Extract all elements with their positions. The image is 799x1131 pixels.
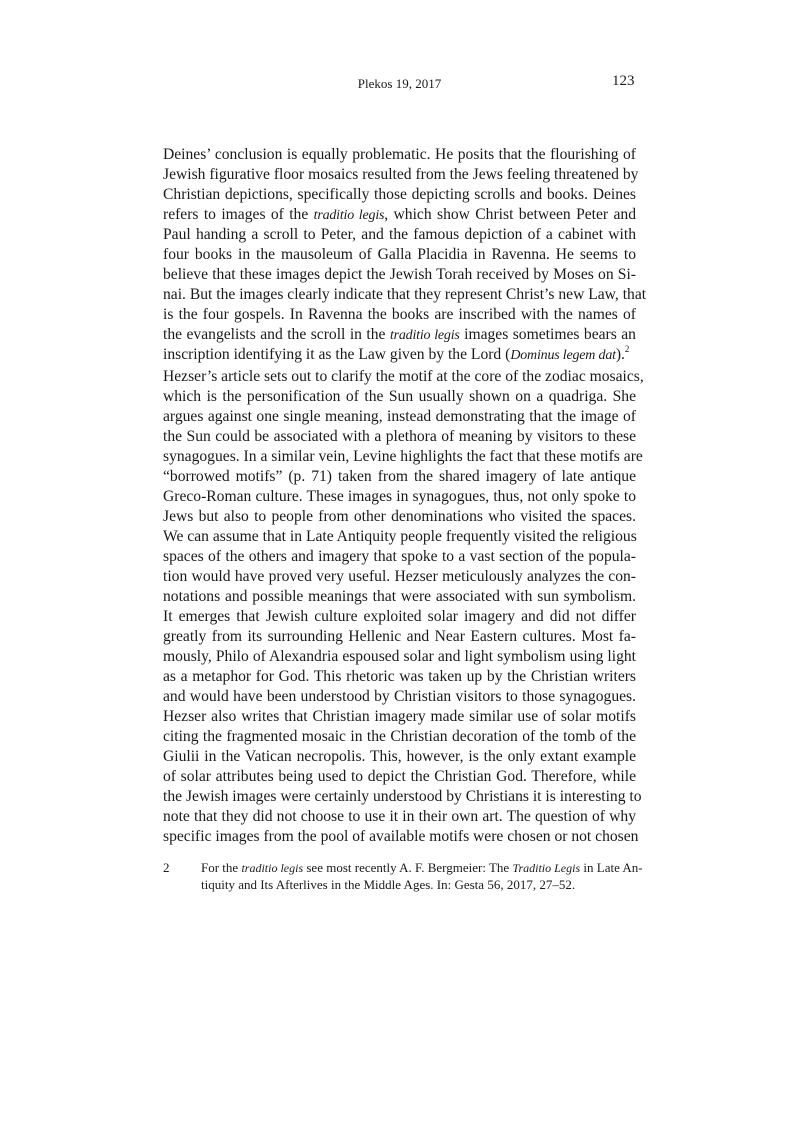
text-line	[163, 607, 636, 627]
text-line	[163, 245, 636, 265]
text-line	[163, 567, 636, 587]
text-run: Hezser’s article sets out to clarify the motif at the core of the zodiac mosaics,	[163, 368, 644, 385]
text-run: note that they did not choose to use it in their own art. The question of why	[163, 808, 636, 825]
footnote-text	[201, 859, 643, 893]
text-line	[163, 827, 639, 847]
text-run: nai. But the images clearly indicate that they represent Christ’s new Law, that	[163, 286, 647, 303]
text-run: Jews but also to people from other denominations who visited the spaces.	[163, 508, 636, 525]
text-run: the evangelists and the scroll in the	[163, 326, 390, 343]
italic-text: traditio legis	[313, 208, 385, 223]
text-line	[163, 205, 636, 225]
body-paragraph	[163, 145, 647, 365]
text-run: spaces of the others and imagery that spoke to a vast section of the popula-	[163, 548, 636, 565]
text-run: We can assume that in Late Antiquity people frequently visited the religious	[163, 528, 637, 545]
text-run: greatly from its surrounding Hellenic and Near Eastern cultures. Most fa-	[163, 628, 636, 645]
text-run: which is the personification of the Sun usually shown on a quadriga. She	[163, 388, 636, 405]
text-run: mously, Philo of Alexandria espoused solar and light symbolism using light	[163, 648, 636, 665]
text-line	[163, 747, 636, 767]
text-run: Jewish figurative floor mosaics resulted from the Jews feeling threatened by	[163, 166, 639, 183]
text-run: believe that these images depict the Jewish Torah received by Moses on Si-	[163, 266, 636, 283]
text-line	[163, 285, 647, 305]
text-line	[163, 527, 636, 547]
text-run: Hezser also writes that Christian imagery made similar use of solar motifs	[163, 708, 636, 725]
text-run: the Sun could be associated with a plethora of meaning by visitors to these	[163, 428, 636, 445]
text-line	[163, 427, 636, 447]
text-run: tiquity and Its Afterlives in the Middle Ages. In: Gesta 56, 2017, 27–52.	[201, 877, 576, 892]
text-line	[163, 787, 642, 807]
text-run: It emerges that Jewish culture exploited solar imagery and did not differ	[163, 608, 636, 625]
text-run: and would have been understood by Christian visitors to those synagogues.	[163, 688, 636, 705]
text-run: of solar attributes being used to depict the Christian God. Therefore, while	[163, 768, 636, 785]
text-line	[163, 547, 636, 567]
text-line	[163, 225, 636, 245]
text-line	[163, 727, 636, 747]
italic-text: Dominus legem dat	[510, 348, 616, 363]
text-run: in Late An-	[580, 860, 643, 875]
text-line	[163, 305, 636, 325]
text-run: synagogues. In a similar vein, Levine highlights the fact that these motifs are	[163, 448, 643, 465]
text-run: For the	[201, 860, 242, 875]
text-run: “borrowed motifs” (p. 71) taken from the shared imagery of late antique	[163, 468, 636, 485]
text-line	[163, 647, 636, 667]
text-run: Deines’ conclusion is equally problematic. He posits that the flourishing of	[163, 146, 636, 163]
text-run: argues against one single meaning, instead demonstrating that the image of	[163, 408, 636, 425]
text-run: Christian depictions, specifically those depicting scrolls and books. Deines	[163, 186, 636, 203]
running-head: Plekos 19, 2017	[357, 76, 442, 91]
text-line	[201, 876, 636, 893]
text-line	[163, 807, 636, 827]
text-run: images sometimes bears an	[459, 326, 636, 343]
text-line	[201, 859, 643, 876]
text-line	[163, 165, 639, 185]
footnote	[163, 859, 643, 893]
text-run: see most recently A. F. Bergmeier: The	[303, 860, 513, 875]
text-run: four books in the mausoleum of Galla Placidia in Ravenna. He seems to	[163, 246, 636, 263]
text-line	[163, 367, 644, 387]
text-line	[163, 487, 636, 507]
text-run: inscription identifying it as the Law given by the Lord (	[163, 346, 511, 363]
footnote-number: 2	[163, 860, 170, 875]
body-paragraph	[163, 367, 644, 847]
text-run: citing the fragmented mosaic in the Christian decoration of the tomb of the	[163, 728, 636, 745]
text-line	[163, 407, 636, 427]
text-line	[163, 587, 636, 607]
italic-text: traditio legis	[389, 328, 460, 343]
text-line	[163, 145, 636, 165]
text-run: the Jewish images were certainly understood by Christians it is interesting to	[163, 788, 642, 805]
text-line	[163, 345, 636, 365]
text-run: ).	[615, 346, 625, 363]
text-run: Giulii in the Vatican necropolis. This, however, is the only extant example	[163, 748, 636, 765]
text-line	[163, 507, 636, 527]
text-run: specific images from the pool of available motifs were chosen or not chosen	[163, 828, 639, 845]
text-run: Greco-Roman culture. These images in synagogues, thus, not only spoke to	[163, 488, 636, 505]
text-line	[163, 387, 636, 407]
text-line	[163, 667, 636, 687]
text-line	[163, 767, 636, 787]
text-run: refers to images of the	[163, 206, 314, 223]
text-run: as a metaphor for God. This rhetoric was taken up by the Christian writers	[163, 668, 636, 685]
italic-text: Traditio Legis	[512, 861, 581, 875]
italic-text: traditio legis	[241, 861, 304, 875]
text-line	[163, 185, 636, 205]
text-line	[163, 265, 636, 285]
text-column	[163, 145, 647, 893]
text-run: tion would have proved very useful. Hezser meticulously analyzes the con-	[163, 568, 636, 585]
text-run: notations and possible meanings that were associated with sun symbolism.	[163, 588, 636, 605]
footnote-reference: 2	[624, 344, 630, 354]
text-line	[163, 627, 636, 647]
text-line	[163, 325, 636, 345]
text-line	[163, 707, 636, 727]
text-line	[163, 467, 636, 487]
text-run: Paul handing a scroll to Peter, and the famous depiction of a cabinet with	[163, 226, 636, 243]
text-line	[163, 447, 643, 467]
text-run: , which show Christ between Peter and	[384, 206, 636, 223]
page-number: 123	[612, 73, 635, 89]
text-line	[163, 687, 636, 707]
text-run: is the four gospels. In Ravenna the books are inscribed with the names of	[163, 306, 636, 323]
